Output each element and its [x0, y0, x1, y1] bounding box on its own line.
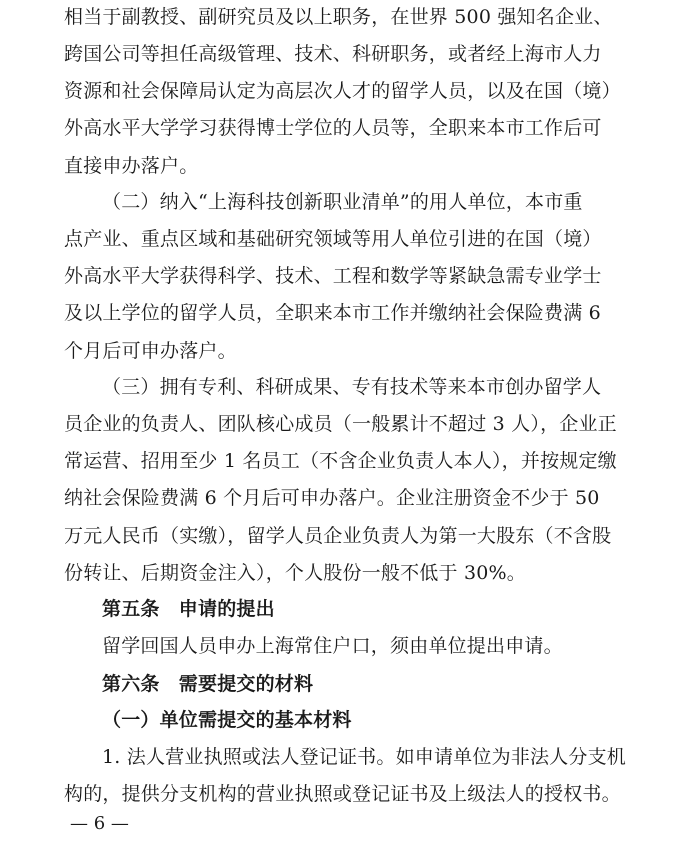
text-line-8: 外高水平大学获得科学、技术、工程和数学等紧缺急需专业学士 — [64, 265, 602, 287]
text-line-16: 份转让、后期资金注入），个人股份一般不低于 30%。 — [64, 562, 526, 584]
text-line-12: 员企业的负责人、团队核心成员（一般累计不超过 3 人），企业正 — [64, 413, 617, 435]
article-five-body: 留学回国人员申办上海常住户口，须由单位提出申请。 — [102, 635, 563, 657]
text-line-2: 跨国公司等担任高级管理、技术、科研职务，或者经上海市人力 — [64, 43, 602, 65]
text-line-15: 万元人民币（实缴），留学人员企业负责人为第一大股东（不含股 — [64, 525, 612, 547]
text-line-4: 外高水平大学学习获得博士学位的人员等，全职来本市工作后可 — [64, 117, 602, 139]
text-line-10: 个月后可申办落户。 — [64, 340, 237, 362]
text-line-14: 纳社会保险费满 6 个月后可申办落户。企业注册资金不少于 50 — [64, 487, 600, 509]
clause-two-start: （二）纳入“上海科技创新职业清单”的用人单位，本市重 — [102, 191, 583, 213]
item-one-line-2: 构的，提供分支机构的营业执照或登记证书及上级法人的授权书。 — [64, 783, 621, 805]
text-line-9: 及以上学位的留学人员，全职来本市工作并缴纳社会保险费满 6 — [64, 302, 601, 324]
text-line-1: 相当于副教授、副研究员及以上职务，在世界 500 强知名企业、 — [64, 6, 613, 28]
subsection-one-heading: （一）单位需提交的基本材料 — [102, 709, 352, 731]
article-six-heading: 第六条 需要提交的材料 — [102, 673, 314, 695]
text-line-3: 资源和社会保障局认定为高层次人才的留学人员，以及在国（境） — [64, 80, 621, 102]
text-line-7: 点产业、重点区域和基础研究领域等用人单位引进的在国（境） — [64, 228, 602, 250]
page-number: — 6 — — [70, 813, 129, 834]
text-line-13: 常运营、招用至少 1 名员工（不含企业负责人本人），并按规定缴 — [64, 450, 617, 472]
item-one-line-1: 1. 法人营业执照或法人登记证书。如申请单位为非法人分支机 — [102, 746, 626, 768]
article-five-heading: 第五条 申请的提出 — [102, 598, 275, 620]
clause-three-start: （三）拥有专利、科研成果、专有技术等来本市创办留学人 — [102, 376, 602, 398]
text-line-5: 直接申办落户。 — [64, 155, 199, 177]
